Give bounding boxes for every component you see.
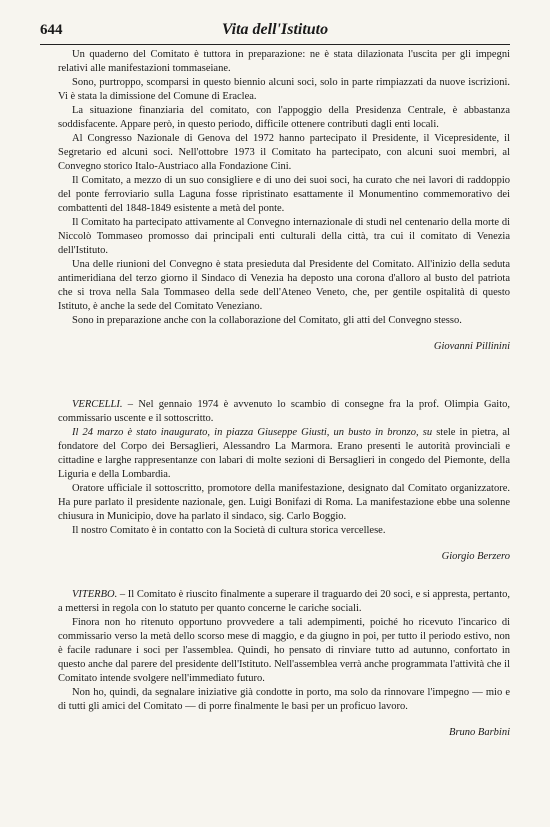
vercelli-paragraph-2-text: stele in pietra, al fondatore del Corpo dei Bersaglieri, Alessandro La Marmora. Erano presenti le autorità provinciali e cittadine e larghe rappresentanze con labari di molte sezioni di Bersaglieri in congedo del Piemonte, della Liguria e della Lombardia. [58,427,511,480]
vercelli-city: VERCELLI. [72,399,123,410]
venezia-paragraph-1: Un quaderno del Comitato è tuttora in preparazione: ne è stata dilazionata l'uscita per gli impegni relativi alle manifestazioni tommaseiane. [58,49,510,74]
venezia-paragraph-6: Il Comitato ha partecipato attivamente al Convegno internazionale di studi nel centenario della morte di Niccolò Tommaseo promosso dai principali enti culturali della città, tra cui il comitato di Venezia dell'Istituto. [58,217,510,256]
vercelli-paragraph-4: Il nostro Comitato è in contatto con la Società di cultura storica vercellese. [72,525,386,536]
vercelli-paragraph-1-text: – Nel gennaio 1974 è avvenuto lo scambio di consegne fra la prof. Olimpia Gaito, commissario uscente e il sottoscritto. [58,399,510,424]
venezia-signature: Giovanni Pillinini [433,341,510,352]
vercelli-paragraph-2 [58,426,510,482]
viterbo-section [58,588,510,740]
vercelli-section [58,398,510,564]
viterbo-city: VITERBO. [72,589,118,600]
vercelli-signature: Giorgio Berzero [441,551,510,562]
venezia-paragraph-5: Il Comitato, a mezzo di un suo consigliere e di uno dei suoi soci, ha curato che nei lavori di raddoppio del ponte ferroviario sulla Laguna fosse ripristinato esattamente il Monumentino commemorativo dei combattenti del 1848-1849 esistente a metà del ponte. [58,175,510,214]
header-rule [40,44,510,45]
body-text [58,48,510,740]
vercelli-paragraph-2-italic: Il 24 marzo è stato inaugurato, in piazza Giuseppe Giusti, un busto in bronzo, su [72,427,433,438]
viterbo-paragraph-1 [58,588,510,616]
viterbo-paragraph-2: Finora non ho ritenuto opportuno provvedere a tali adempimenti, poiché ho ricevuto l'incarico di commissario verso la metà dello scorso mese di maggio, e da giugno in poi, per tutto il periodo estivo, non è facile radunare i soci per l'assemblea. Quindi, ho pensato di rinviare tutto ad autunno, confortato in questo anche dal parere del presidente dell'Istituto. Nell'assemblea verrà anche programmata l'attività che il Comitato intende svolgere nell'immediato futuro. [58,617,510,684]
running-title: Vita dell'Istituto [221,21,329,38]
viterbo-paragraph-1-text: – Il Comitato è riuscito finalmente a superare il traguardo dei 20 soci, e si appresta, pertanto, a mettersi in regola con lo statuto per quanto concerne le cariche sociali. [58,589,510,614]
venezia-paragraph-7: Una delle riunioni del Convegno è stata presieduta dal Presidente del Comitato. All'inizio della seduta antimeridiana del terzo giorno il Sindaco di Venezia ha deposto una corona d'alloro al busto del patriota che si trova nella Sala Tommaseo della sede dell'Ateneo Veneto, che, per gentile ospitalità di questo Istituto, è anche la sede del Comitato Veneziano. [58,259,510,312]
venezia-paragraph-2: Sono, purtroppo, scomparsi in questo biennio alcuni soci, solo in parte rimpiazzati da nuove iscrizioni. Vi è stata la dimissione del Comune di Eraclea. [58,77,510,102]
viterbo-signature: Bruno Barbini [449,727,510,738]
venezia-paragraph-3: La situazione finanziaria del comitato, con l'appoggio della Presidenza Centrale, è abbastanza soddisfacente. Appare però, in questo periodo, difficile ottenere contributi dagli enti locali. [58,105,510,130]
vercelli-paragraph-1 [58,398,510,426]
page-number: 644 [40,22,63,38]
venezia-paragraph-4: Al Congresso Nazionale di Genova del 1972 hanno partecipato il Presidente, il Vicepresidente, il Segretario ed alcuni soci. Nell'ottobre 1973 il Comitato ha partecipato, con alcuni suoi membri, al Convegno storico Italo-Austriaco alla Fondazione Cini. [58,133,510,172]
page-header [40,20,510,42]
venezia-paragraph-8: Sono in preparazione anche con la collaborazione del Comitato, gli atti del Convegno stesso. [72,315,462,326]
vercelli-paragraph-3: Oratore ufficiale il sottoscritto, promotore della manifestazione, designato dal Comitato organizzatore. Ha pure parlato il presidente nazionale, gen. Luigi Bonifazi di Roma. La manifestazione ebbe una solenne chiusura in Municipio, dove ha parlato il sindaco, sig. Carlo Boggio. [58,483,510,522]
viterbo-paragraph-3: Non ho, quindi, da segnalare iniziative già condotte in porto, ma solo da rinnovare l'impegno — mio e di tutti gli amici del Comitato — di porre finalmente le basi per un proficuo lavoro. [58,687,510,712]
